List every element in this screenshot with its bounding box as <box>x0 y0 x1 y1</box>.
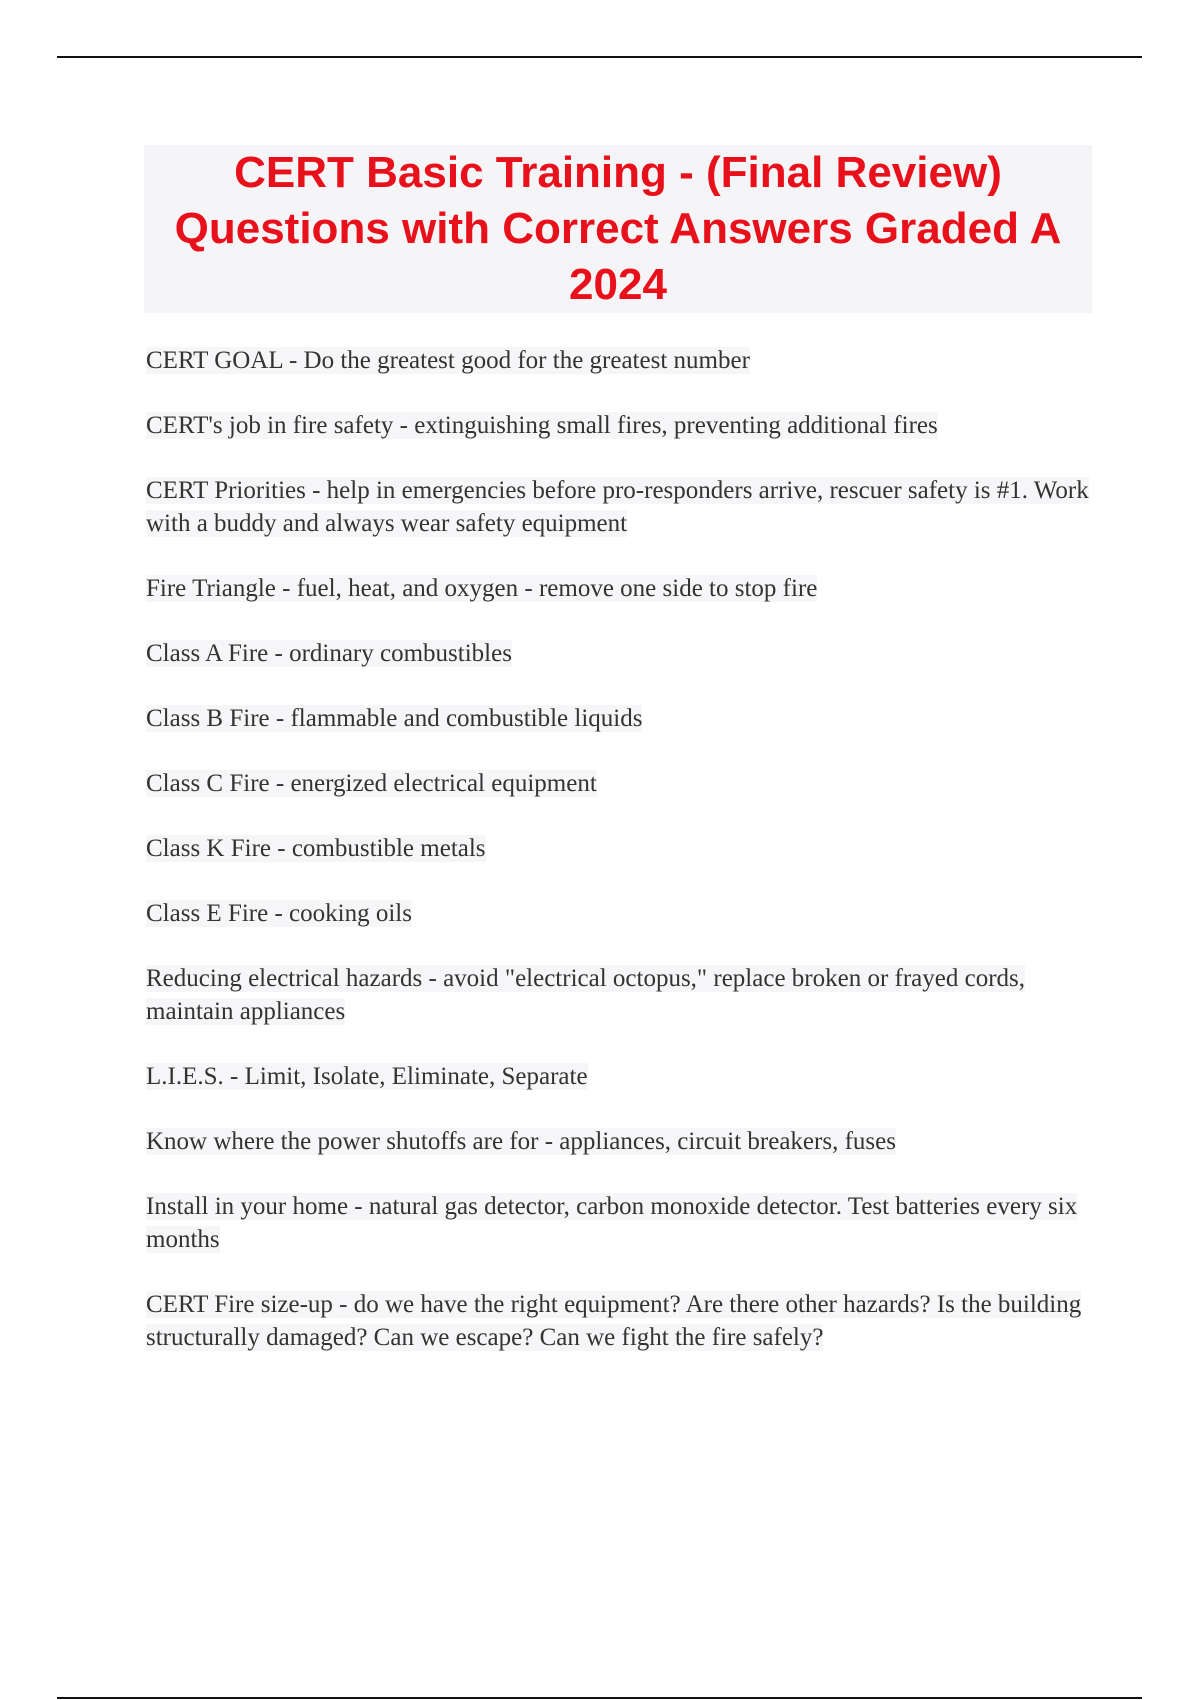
qa-entry-text: Class E Fire - cooking oils <box>146 900 412 927</box>
qa-entry <box>146 637 1096 670</box>
top-rule <box>57 56 1142 58</box>
bottom-rule <box>57 1697 1142 1699</box>
qa-entry <box>146 897 1096 930</box>
title-block <box>144 145 1092 313</box>
qa-entry-text: Install in your home - natural gas detector, carbon monoxide detector. Test batteries every six months <box>146 1193 1078 1253</box>
qa-entry <box>146 702 1096 735</box>
qa-entry-text: Know where the power shutoffs are for - appliances, circuit breakers, fuses <box>146 1128 896 1155</box>
qa-entry <box>146 1288 1096 1354</box>
qa-entry-text: Class B Fire - flammable and combustible liquids <box>146 705 643 732</box>
qa-entry <box>146 1190 1096 1256</box>
qa-entry <box>146 962 1096 1028</box>
qa-entry-text: L.I.E.S. - Limit, Isolate, Eliminate, Separate <box>146 1063 588 1090</box>
qa-entry <box>146 572 1096 605</box>
qa-entry-text: Reducing electrical hazards - avoid "electrical octopus," replace broken or frayed cords, maintain appliances <box>146 965 1026 1025</box>
qa-list <box>146 344 1096 1386</box>
qa-entry-text: CERT Priorities - help in emergencies before pro-responders arrive, rescuer safety is #1. Work with a buddy and always wear safety equipment <box>146 477 1089 537</box>
qa-entry-text: Class C Fire - energized electrical equipment <box>146 770 597 797</box>
qa-entry <box>146 344 1096 377</box>
qa-entry <box>146 1125 1096 1158</box>
qa-entry-text: Class K Fire - combustible metals <box>146 835 486 862</box>
qa-entry <box>146 409 1096 442</box>
document-title: CERT Basic Training - (Final Review) Questions with Correct Answers Graded A 2024 <box>174 148 1062 309</box>
qa-entry-text: CERT's job in fire safety - extinguishing small fires, preventing additional fires <box>146 412 938 439</box>
qa-entry-text: CERT GOAL - Do the greatest good for the greatest number <box>146 347 750 374</box>
qa-entry-text: Class A Fire - ordinary combustibles <box>146 640 512 667</box>
qa-entry-text: CERT Fire size-up - do we have the right equipment? Are there other hazards? Is the building structurally damaged? Can we escape? Can we fight the fire safely? <box>146 1291 1082 1351</box>
qa-entry <box>146 474 1096 540</box>
qa-entry <box>146 767 1096 800</box>
qa-entry-text: Fire Triangle - fuel, heat, and oxygen - remove one side to stop fire <box>146 575 818 602</box>
qa-entry <box>146 1060 1096 1093</box>
qa-entry <box>146 832 1096 865</box>
